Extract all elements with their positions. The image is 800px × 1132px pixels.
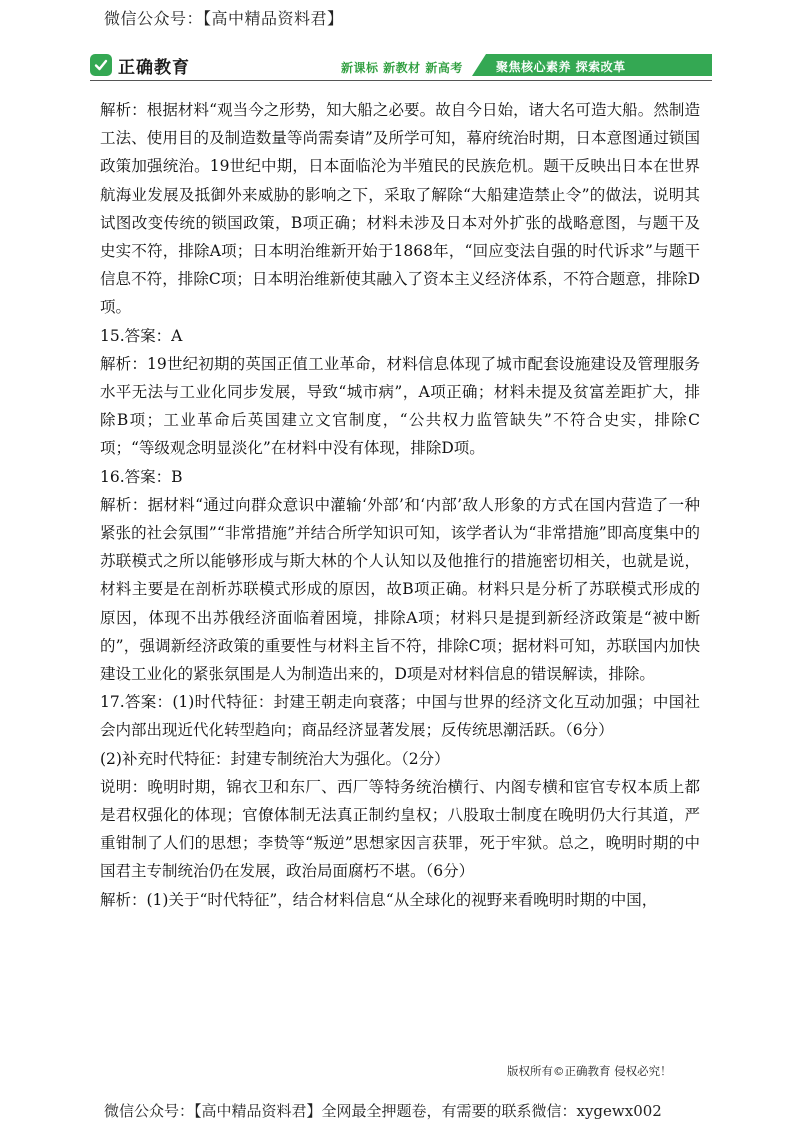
copyright-notice: 版权所有©正确教育 侵权必究！ (507, 1064, 672, 1078)
answer-heading: 15.答案：A (100, 326, 183, 345)
answer-heading: 16.答案：B (100, 467, 183, 486)
logo-text: 正确教育 (118, 57, 190, 78)
top-caption: 微信公众号：【高中精品资料君】 (104, 9, 344, 28)
paragraph: 解析：据材料“通过向群众意识中灌输‘外部’和‘内部’敌人形象的方式在国内营造了一种紧张的社会氛围”“非常措施”并结合所学知识可知，该学者认为“非常措施”即高度集中的苏联模式之所以能够形成与斯大林的个人认知以及他推行的措施密切相关，也就是说，材料主要是在剖析苏联模式形成的原因，故B项正确。材料只是分析了苏联模式形成的原因，体现不出苏俄经济面临着困境，排除A项；材料只是提到新经济政策是“被中断的”，强调新经济政策的重要性与材料主旨不符，排除C项；据材料可知，苏联国内加快建设工业化的紧张氛围是人为制造出来的，D项是对材料信息的错误解读，排除。 (100, 495, 700, 684)
paragraph: 解析：(1)关于“时代特征”，结合材料信息“从全球化的视野来看晚明时期的中国， (100, 890, 658, 909)
paragraph: (2)补充时代特征：封建专制统治大为强化。（2分） (100, 749, 450, 768)
slogan-right: 聚焦核心素养 探索改革 (496, 60, 626, 74)
bottom-caption: 微信公众号：【高中精品资料君】全网最全押题卷，有需要的联系微信：xygewx002 (104, 1102, 662, 1120)
paragraph: 解析：根据材料“观当今之形势，知大船之必要。故自今日始，诸大名可造大船。然制造工法、使用目的及制造数量等尚需奏请”及所学可知，幕府统治时期，日本意图通过锁国政策加强统治。19世纪中期，日本面临沦为半殖民的民族危机。题干反映出日本在世界航海业发展及抵御外来威胁的影响之下，采取了解除“大船建造禁止令”的做法，说明其试图改变传统的锁国政策，B项正确；材料未涉及日本对外扩张的战略意图，与题干及史实不符，排除A项；日本明治维新开始于1868年，“回应变法自强的时代诉求”与题干信息不符，排除C项；日本明治维新使其融入了资本主义经济体系，不符合题意，排除D项。 (100, 101, 700, 317)
page-header (90, 52, 712, 82)
paragraph: 解析：19世纪初期的英国正值工业革命，材料信息体现了城市配套设施建设及管理服务水平无法与工业化同步发展，导致“城市病”，A项正确；材料未提及贫富差距扩大，排除B项；工业革命后英国建立文官制度，“公共权力监管缺失”不符合史实，排除C项；“等级观念明显淡化”在材料中没有体现，排除D项。 (100, 354, 700, 458)
slogan-left: 新课标 新教材 新高考 (341, 61, 463, 75)
paragraph: 说明：晚明时期，锦衣卫和东厂、西厂等特务统治横行、内阁专横和宦官专权本质上都是君权强化的体现；官僚体制无法真正制约皇权；八股取士制度在晚明仍大行其道，严重钳制了人们的思想；李贽等“叛逆”思想家因言获罪，死于牢狱。总之，晚明时期的中国君主专制统治仍在发展，政治局面腐朽不堪。（6分） (100, 777, 700, 881)
answer-content (100, 96, 700, 914)
header-divider (90, 80, 712, 81)
checkmark-icon (90, 54, 112, 76)
paragraph: 17.答案：(1)时代特征：封建王朝走向衰落；中国与世界的经济文化互动加强；中国社会内部出现近代化转型趋向；商品经济显著发展；反传统思潮活跃。（6分） (100, 693, 700, 740)
logo (90, 52, 190, 78)
